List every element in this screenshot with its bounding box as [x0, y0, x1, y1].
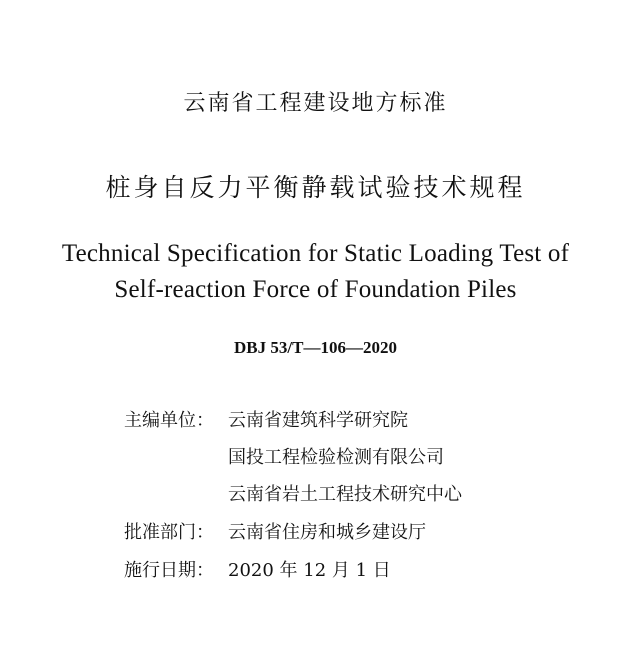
title-english-line-1: Technical Specification for Static Loading Test of [61, 240, 570, 267]
editor-value-1: 云南省建筑科学研究院 [228, 410, 408, 431]
standard-code: DBJ 53/T—106—2020 [234, 338, 397, 357]
standard-category: 云南省工程建设地方标准 [183, 91, 448, 116]
approver-label: 批准部门： [124, 522, 214, 543]
effective-date-label: 施行日期： [124, 560, 214, 581]
editor-value-2: 国投工程检验检测有限公司 [228, 447, 444, 468]
editor-row [124, 408, 408, 434]
editor-row-3 [124, 482, 462, 508]
effective-date-row [124, 558, 391, 584]
effective-date-value: 2020 年 12 月 1 日 [228, 560, 391, 581]
approver-row [124, 520, 426, 546]
title-chinese: 桩身自反力平衡静载试验技术规程 [105, 173, 526, 202]
editor-label: 主编单位： [124, 410, 214, 431]
editor-value-3: 云南省岩土工程技术研究中心 [228, 484, 462, 505]
editor-row-2 [124, 445, 444, 471]
approver-value: 云南省住房和城乡建设厅 [228, 522, 426, 543]
title-english-line-2: Self-reaction Force of Foundation Piles [114, 276, 517, 303]
